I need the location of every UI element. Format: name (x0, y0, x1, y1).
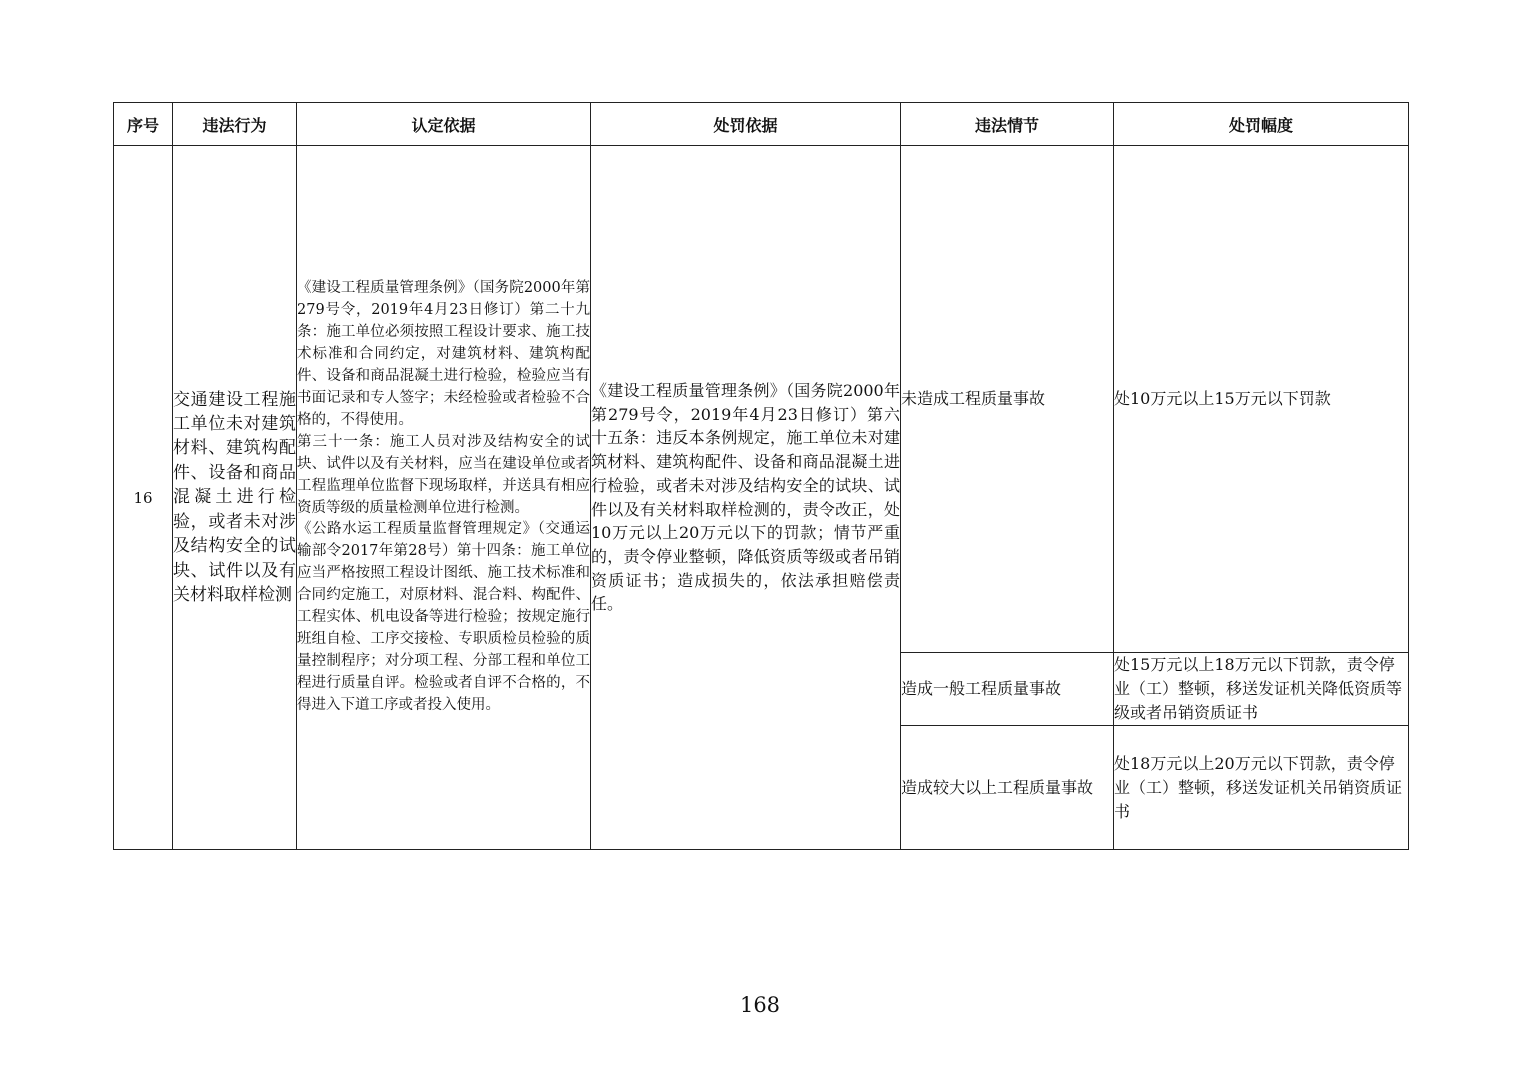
circumstance-cell: 未造成工程质量事故 (901, 146, 1114, 653)
recognition-paragraph: 《公路水运工程质量监督管理规定》（交通运输部令2017年第28号）第十四条：施工单位应当严格按照工程设计图纸、施工技术标准和合同约定施工，对原材料、混合料、构配件、工程实体、机电设备等进行检验；按规定施行班组自检、工序交接检、专职质检员检验的质量控制程序；对分项工程、分部工程和单位工程进行质量自评。检验或者自评不合格的，不得进入下道工序或者投入使用。 (297, 521, 590, 713)
penalty-range-cell: 处15万元以上18万元以下罚款，责令停业（工）整顿，移送发证机关降低资质等级或者吊销资质证书 (1114, 653, 1409, 726)
violation-behavior: 交通建设工程施工单位未对建筑材料、建筑构配件、设备和商品混凝土进行检验，或者未对涉及结构安全的试块、试件以及有关材料取样检测 (173, 146, 297, 850)
penalty-range-cell: 处18万元以上20万元以下罚款，责令停业（工）整顿，移送发证机关吊销资质证书 (1114, 726, 1409, 850)
header-penalty-range: 处罚幅度 (1114, 103, 1409, 146)
penalty-basis: 《建设工程质量管理条例》（国务院2000年第279号令，2019年4月23日修订）第六十五条：违反本条例规定，施工单位未对建筑材料、建筑构配件、设备和商品混凝土进行检验，或者未对涉及结构安全的试块、试件以及有关材料取样检测的，责令改正，处10万元以上20万元以下的罚款；情节严重的，责令停业整顿，降低资质等级或者吊销资质证书；造成损失的，依法承担赔偿责任。 (591, 146, 901, 850)
recognition-paragraph: 第三十一条：施工人员对涉及结构安全的试块、试件以及有关材料，应当在建设单位或者工程监理单位监督下现场取样，并送具有相应资质等级的质量检测单位进行检测。 (297, 433, 590, 516)
recognition-basis (297, 146, 591, 850)
recognition-paragraph: 《建设工程质量管理条例》（国务院2000年第279号令，2019年4月23日修订）第二十九条：施工单位必须按照工程设计要求、施工技术标准和合同约定，对建筑材料、建筑构配件、设备和商品混凝土进行检验，检验应当有书面记录和专人签字；未经检验或者检验不合格的，不得使用。 (297, 280, 590, 428)
header-penalty-basis: 处罚依据 (591, 103, 901, 146)
header-circumstance: 违法情节 (901, 103, 1114, 146)
penalty-range-cell: 处10万元以上15万元以下罚款 (1114, 146, 1409, 653)
penalty-table (113, 102, 1409, 850)
table-row (114, 146, 1409, 653)
header-row (114, 103, 1409, 146)
header-recognition: 认定依据 (297, 103, 591, 146)
circumstance-cell: 造成较大以上工程质量事故 (901, 726, 1114, 850)
circumstance-cell: 造成一般工程质量事故 (901, 653, 1114, 726)
header-no: 序号 (114, 103, 173, 146)
row-number: 16 (114, 146, 173, 850)
header-behavior: 违法行为 (173, 103, 297, 146)
page-number: 168 (739, 993, 781, 1017)
